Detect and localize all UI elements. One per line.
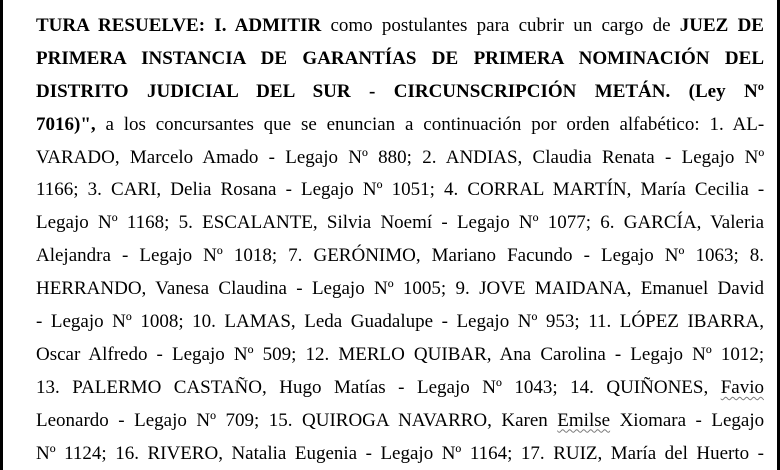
paragraph-line [36, 109, 764, 142]
paragraph-line [36, 142, 764, 175]
paragraph-line [36, 174, 764, 207]
body-text: Oscar Alfredo - Legajo Nº 509; 12. MERLO QUIBAR, Ana Carolina - Legajo Nº 1012; [36, 343, 764, 365]
paragraph-line [36, 76, 764, 109]
paragraph-line [36, 10, 764, 43]
paragraph-line [36, 207, 764, 240]
resolution-paragraph [36, 10, 764, 470]
bold-text: 7016)", [36, 113, 96, 135]
paragraph-line [36, 273, 764, 306]
spellcheck-flagged-word[interactable]: Emilse [557, 409, 611, 431]
paragraph-line [36, 405, 764, 438]
body-text: Legajo Nº 1168; 5. ESCALANTE, Silvia Noemí - Legajo Nº 1077; 6. GARCÍA, Valeria [36, 212, 764, 234]
paragraph-line [36, 339, 764, 372]
body-text: 1166; 3. CARI, Delia Rosana - Legajo Nº 1051; 4. CORRAL MARTÍN, María Cecilia - [36, 179, 764, 201]
body-text: Xiomara - Legajo [610, 409, 764, 431]
body-text: Nº 1124; 16. RIVERO, Natalia Eugenia - Legajo Nº 1164; 17. RUIZ, María del Huerto - [36, 442, 764, 464]
body-text: Alejandra - Legajo Nº 1018; 7. GERÓNIMO, Mariano Facundo - Legajo Nº 1063; 8. [36, 245, 764, 267]
paragraph-line [36, 438, 764, 470]
body-text: Leonardo - Legajo Nº 709; 15. QUIROGA NAVARRO, Karen [36, 409, 558, 431]
bold-text: DISTRITO JUDICIAL DEL SUR - CIRCUNSCRIPCIÓN METÁN. (Ley Nº [36, 80, 764, 102]
body-text: VARADO, Marcelo Amado - Legajo Nº 880; 2. ANDIAS, Claudia Renata - Legajo Nº [36, 146, 764, 168]
paragraph-line [36, 372, 764, 405]
body-text: como postulantes para cubrir un cargo de [321, 15, 680, 36]
paragraph-line [36, 43, 764, 76]
body-text: 13. PALERMO CASTAÑO, Hugo Matías - Legajo Nº 1043; 14. QUIÑONES, [36, 376, 721, 398]
body-text: - Legajo Nº 1008; 10. LAMAS, Leda Guadalupe - Legajo Nº 953; 11. LÓPEZ IBARRA, [36, 311, 764, 333]
paragraph-line [36, 306, 764, 339]
bold-text: TURA RESUELVE: I. ADMITIR [36, 15, 322, 36]
bold-text: JUEZ DE [679, 15, 764, 36]
bold-text: PRIMERA INSTANCIA DE GARANTÍAS DE PRIMERA NOMINACIÓN DEL [36, 47, 764, 69]
body-text: a los concursantes que se enuncian a continuación por orden alfabético: 1. AL- [95, 113, 764, 135]
spellcheck-flagged-word[interactable]: Favio [720, 376, 764, 398]
body-text: HERRANDO, Vanesa Claudina - Legajo Nº 1005; 9. JOVE MAIDANA, Emanuel David [36, 278, 764, 300]
paragraph-line [36, 240, 764, 273]
